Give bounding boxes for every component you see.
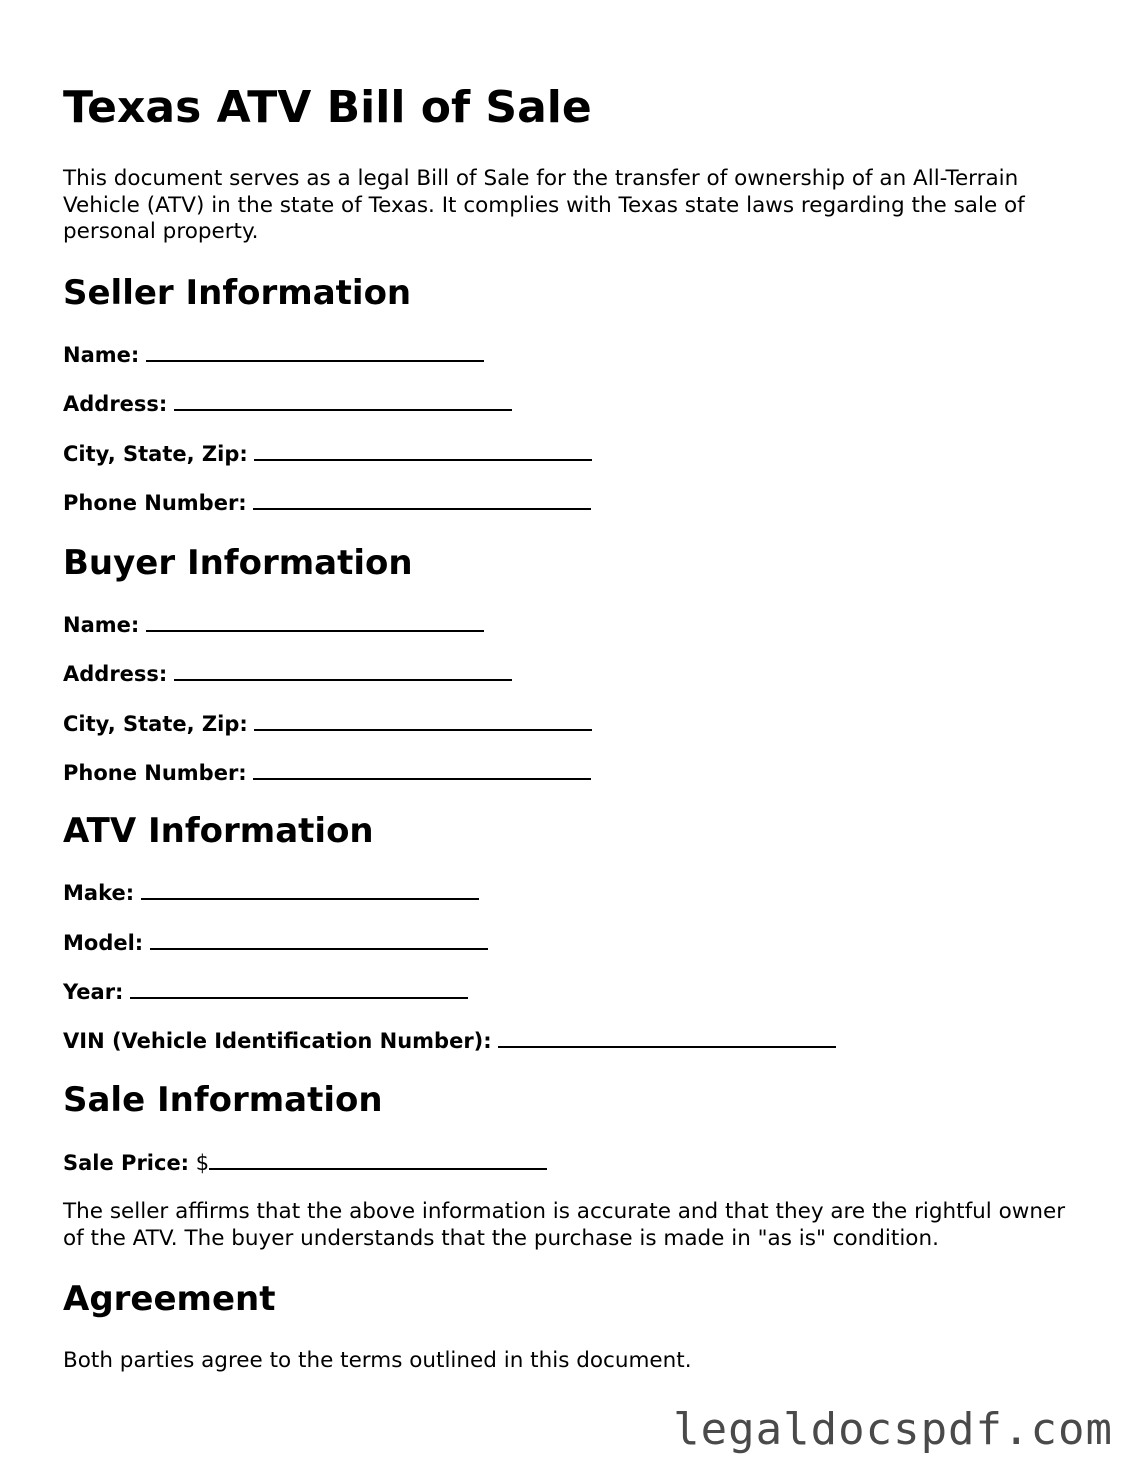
agreement-text: Both parties agree to the terms outlined in this document. (63, 1348, 692, 1373)
atv-vin-label: VIN (Vehicle Identification Number): (63, 1029, 492, 1053)
sale-heading: Sale Information (63, 1080, 383, 1120)
buyer-city-blank[interactable] (254, 709, 592, 731)
seller-phone-field (63, 488, 591, 517)
buyer-heading: Buyer Information (63, 543, 413, 583)
seller-phone-label: Phone Number: (63, 491, 247, 515)
atv-year-label: Year: (63, 980, 124, 1004)
seller-name-label: Name: (63, 343, 140, 367)
currency-symbol: $ (195, 1151, 210, 1175)
seller-heading: Seller Information (63, 273, 412, 313)
atv-model-label: Model: (63, 931, 144, 955)
seller-city-field (63, 439, 592, 468)
buyer-name-blank[interactable] (146, 610, 484, 632)
atv-vin-blank[interactable] (498, 1026, 836, 1048)
affirmation-paragraph: The seller affirms that the above information is accurate and that they are the rightful owner of the ATV. The buyer understands that the purchase is made in "as is" condition. (63, 1199, 1066, 1251)
buyer-phone-blank[interactable] (253, 758, 591, 780)
buyer-address-blank[interactable] (174, 659, 512, 681)
atv-vin-field (63, 1026, 836, 1055)
seller-address-label: Address: (63, 392, 168, 416)
atv-make-label: Make: (63, 881, 135, 905)
seller-phone-blank[interactable] (253, 488, 591, 510)
buyer-address-label: Address: (63, 662, 168, 686)
buyer-city-field (63, 709, 592, 738)
seller-city-label: City, State, Zip: (63, 442, 248, 466)
seller-name-blank[interactable] (146, 340, 484, 362)
seller-address-blank[interactable] (174, 389, 512, 411)
atv-heading: ATV Information (63, 811, 374, 851)
watermark: legaldocspdf.com (673, 1404, 1113, 1455)
atv-model-field (63, 928, 488, 957)
seller-name-field (63, 340, 484, 369)
buyer-phone-field (63, 758, 591, 787)
sale-price-blank[interactable] (209, 1148, 547, 1170)
atv-year-field (63, 977, 468, 1006)
intro-paragraph: This document serves as a legal Bill of Sale for the transfer of ownership of an All-Terrain Vehicle (ATV) in the state of Texas. It complies with Texas state laws regarding the sale of personal property. (63, 166, 1025, 244)
buyer-name-label: Name: (63, 613, 140, 637)
buyer-address-field (63, 659, 512, 688)
seller-city-blank[interactable] (254, 439, 592, 461)
sale-price-field (63, 1148, 547, 1177)
buyer-city-label: City, State, Zip: (63, 712, 248, 736)
atv-make-field (63, 878, 479, 907)
atv-make-blank[interactable] (141, 878, 479, 900)
seller-address-field (63, 389, 512, 418)
buyer-name-field (63, 610, 484, 639)
page-title: Texas ATV Bill of Sale (63, 82, 592, 133)
atv-model-blank[interactable] (150, 928, 488, 950)
buyer-phone-label: Phone Number: (63, 761, 247, 785)
atv-year-blank[interactable] (130, 977, 468, 999)
sale-price-label: Sale Price: (63, 1151, 190, 1175)
agreement-heading: Agreement (63, 1279, 276, 1319)
